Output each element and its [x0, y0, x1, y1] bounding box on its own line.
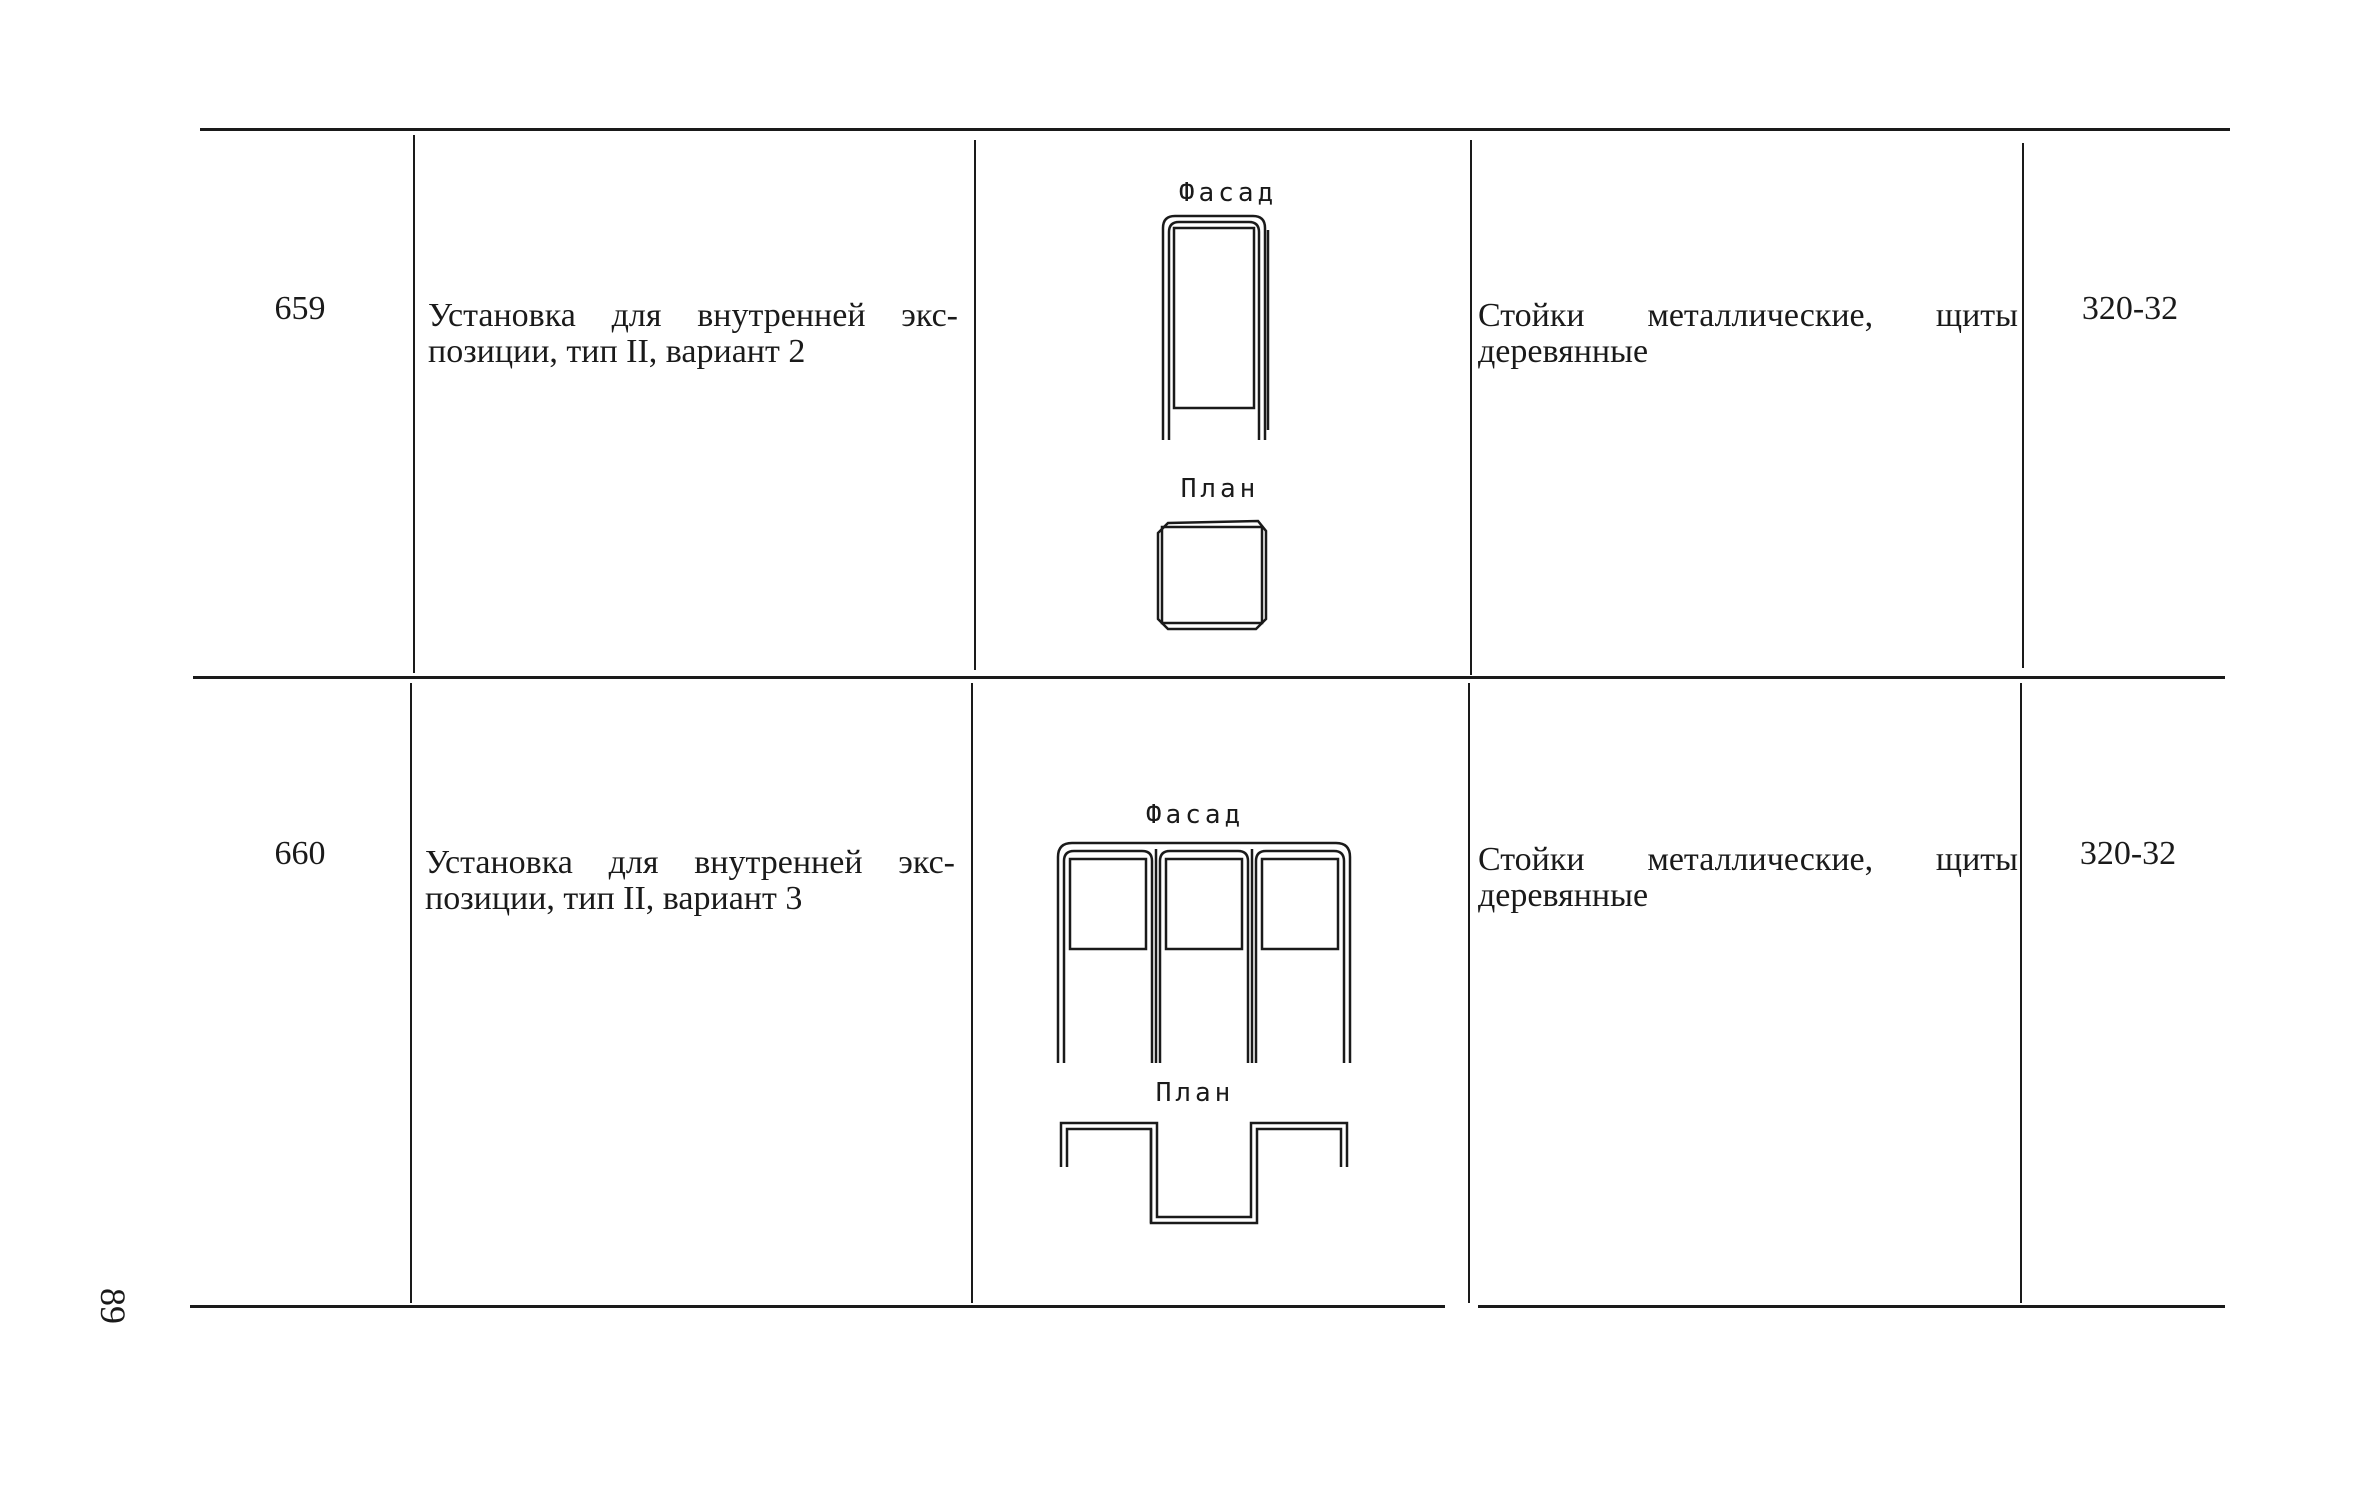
facade-sketch-variant-3 [1050, 835, 1360, 1070]
plan-sketch-variant-2 [1150, 515, 1290, 635]
row-divider [193, 676, 2225, 679]
item-name: Установка для внутренней экс-позиции, тип II, вариант 2 [428, 297, 958, 370]
column-divider [2022, 143, 2024, 668]
plan-sketch-variant-3 [1055, 1115, 1355, 1230]
material: Стойки металлические, щиты деревянные [1478, 297, 2018, 370]
catalog-code: 320-32 [2079, 835, 2177, 872]
column-divider [410, 683, 412, 1303]
column-divider [1468, 683, 1470, 1303]
material: Стойки металлические, щиты деревянные [1478, 841, 2018, 914]
row-number: 660 [274, 835, 326, 872]
column-divider [1470, 140, 1472, 675]
page-number: 89 [93, 1288, 133, 1324]
column-divider [413, 135, 415, 673]
catalog-code: 320-32 [2081, 290, 2179, 327]
table-top-rule [200, 128, 2230, 131]
facade-caption: Фасад [1145, 800, 1245, 830]
plan-caption: План [1180, 474, 1260, 504]
row-number: 659 [274, 290, 326, 327]
column-divider [971, 683, 973, 1303]
item-name: Установка для внутрен͏ней экс-позиции, тип II, ва͏риант 3 [425, 844, 955, 917]
facade-sketch-variant-2 [1150, 210, 1290, 450]
column-divider [974, 140, 976, 670]
table-bottom-rule [190, 1305, 1445, 1308]
column-divider [2020, 683, 2022, 1303]
facade-caption: Фасад [1178, 178, 1278, 208]
table-bottom-rule-right [1478, 1305, 2225, 1308]
plan-caption: План [1155, 1078, 1235, 1108]
